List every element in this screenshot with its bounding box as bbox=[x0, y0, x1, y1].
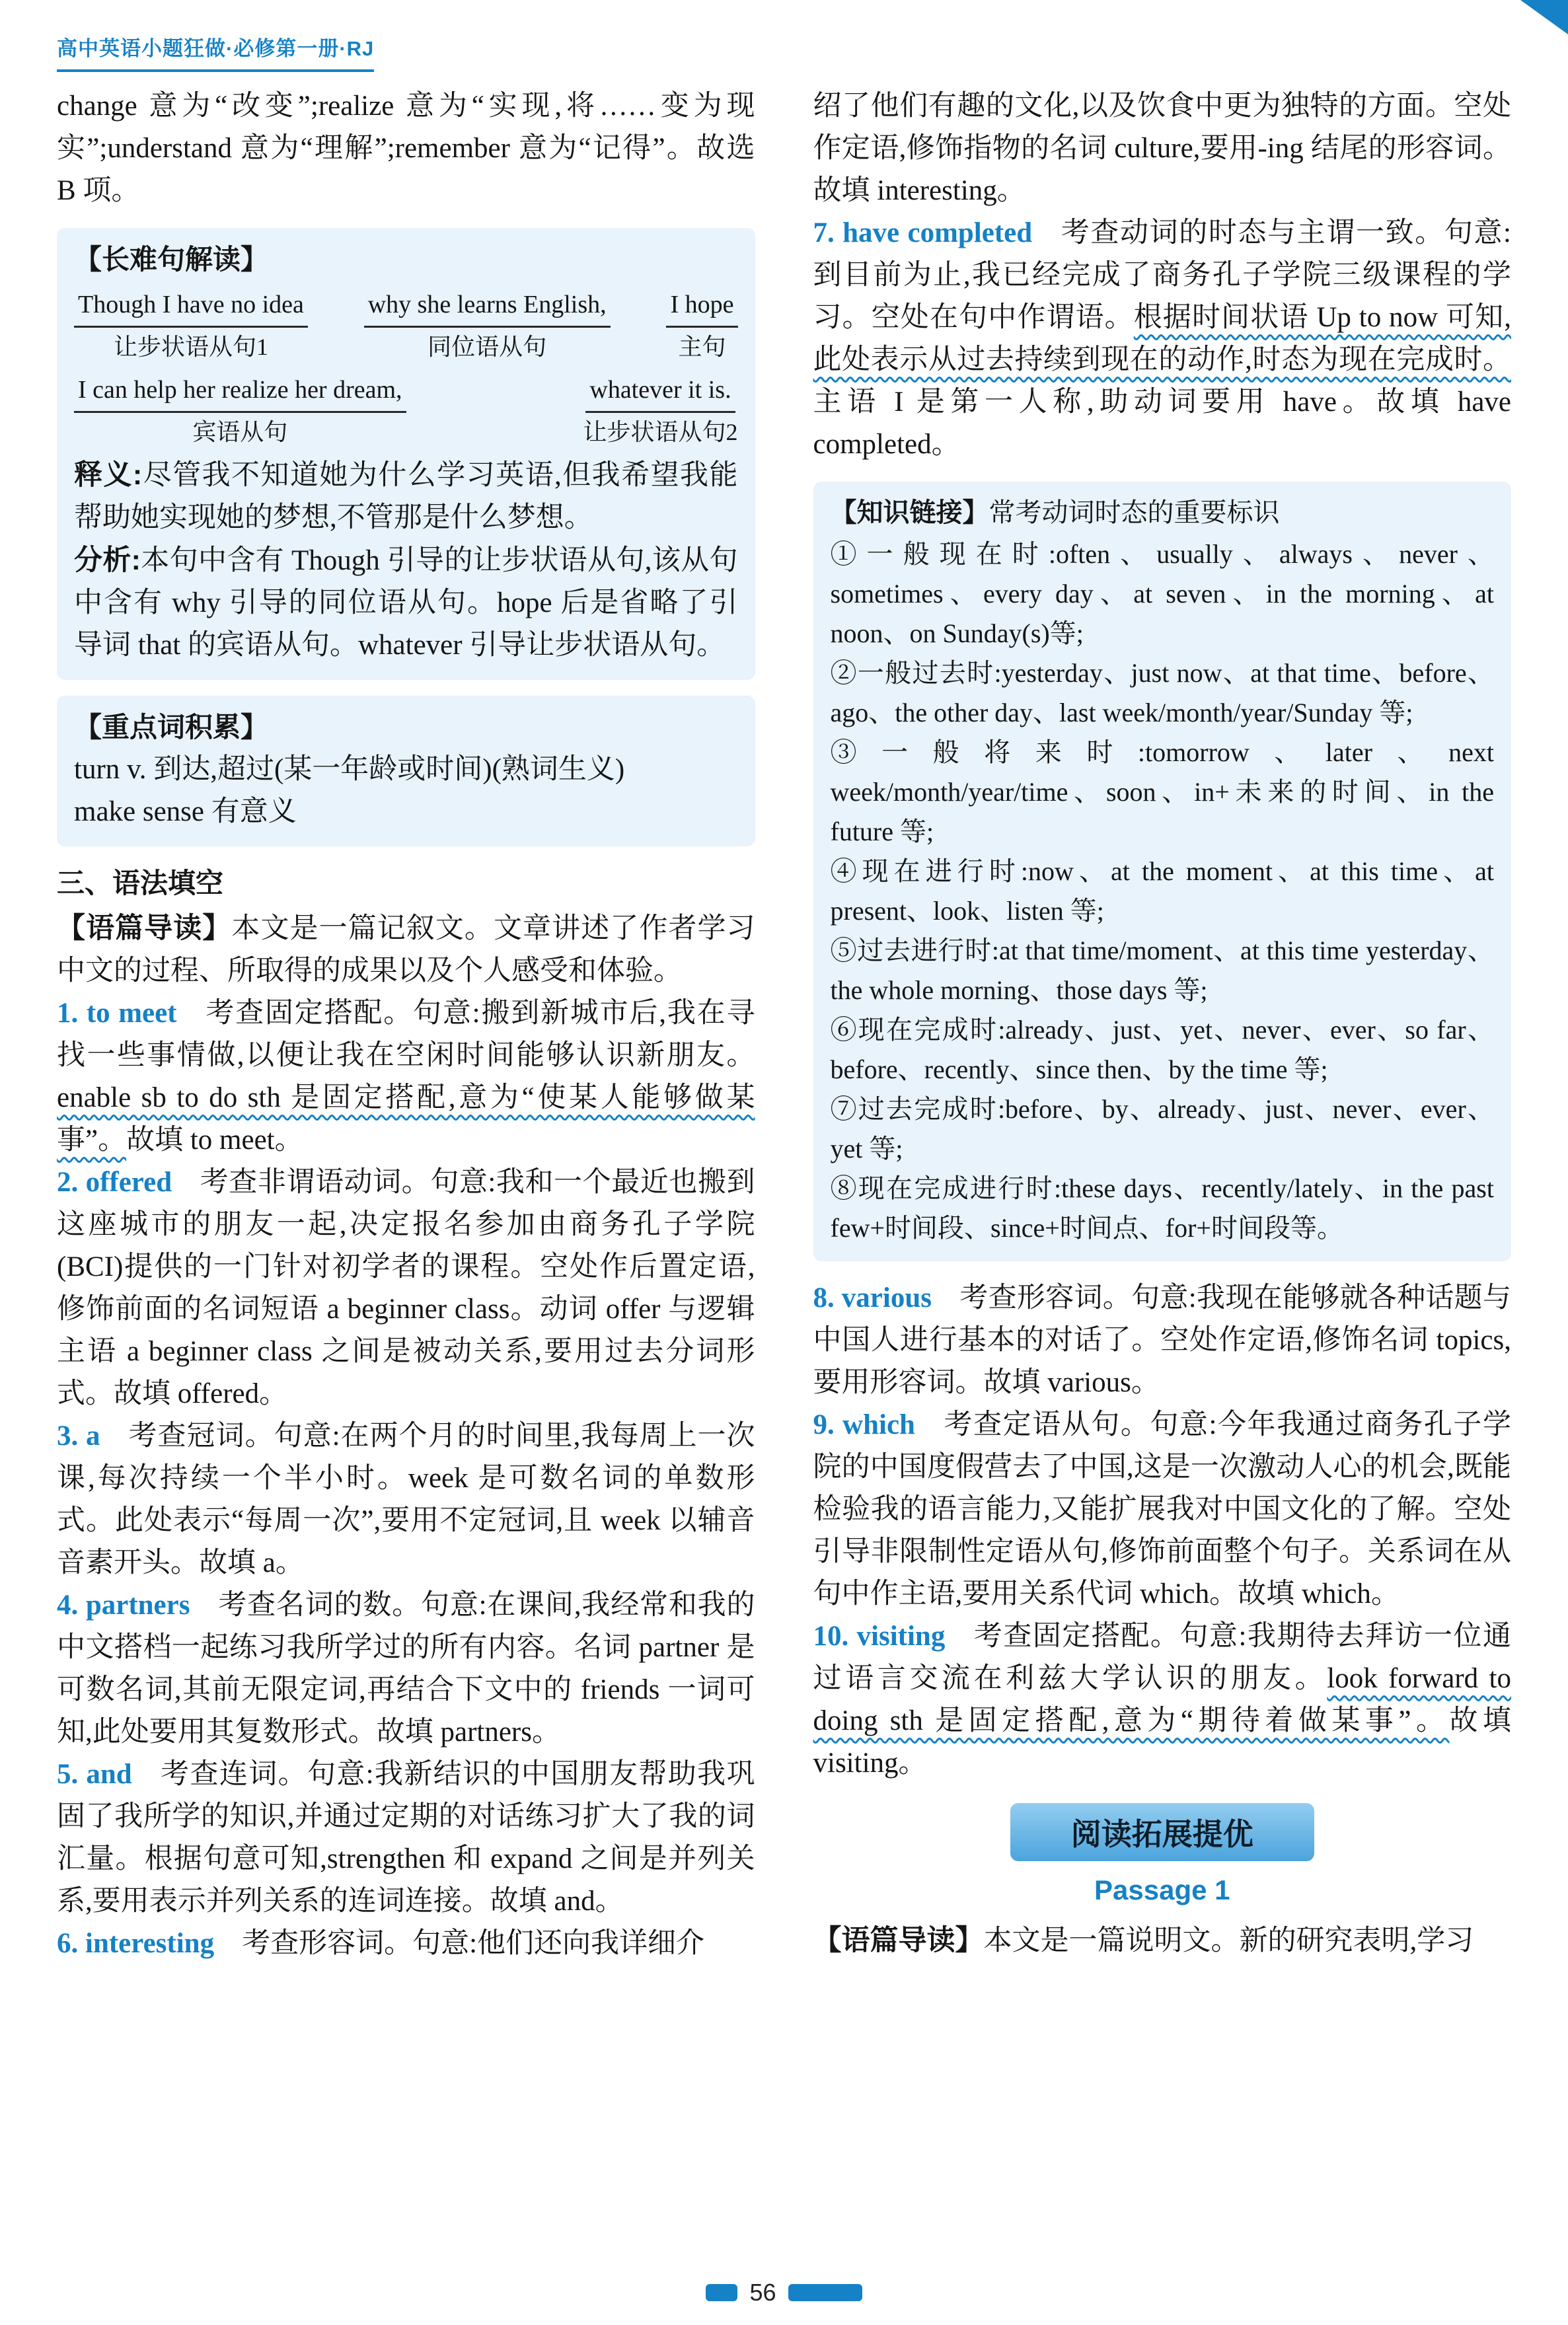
sentence-box-title: 【长难句解读】 bbox=[74, 244, 269, 275]
sentence-clause bbox=[666, 286, 737, 366]
sentence-clause bbox=[364, 286, 611, 366]
explanations-8-10 bbox=[813, 1277, 1512, 1785]
explanation-item bbox=[813, 1615, 1512, 1785]
explanation-text: 考查形容词。句意:他们还向我详细介 bbox=[242, 1928, 705, 1959]
two-column-layout bbox=[57, 85, 1511, 1965]
key-vocab-box bbox=[57, 696, 755, 846]
key-point-wavy-underline: enable sb to do sth 是固定搭配,意为“使某人能够做某事”。 bbox=[57, 1082, 755, 1156]
tense-marker-entry: ⑤过去进行时:at that time/moment、at this time yesterday、the whole morning、those days 等; bbox=[830, 936, 1494, 1005]
analysis-text: 本句中含有 Though 引导的让步状语从句,该从句中含有 why 引导的同位语从句。hope 后是省略了引导词 that 的宾语从句。whatever 引导让步状语从句。 bbox=[74, 545, 738, 661]
explanation-text: 主语 I 是第一人称,助动词要用 have。故填 have completed。 bbox=[813, 387, 1511, 460]
passage-1-title: Passage 1 bbox=[1094, 1874, 1230, 1905]
book-title: 高中英语小题狂做·必修第一册·RJ bbox=[57, 32, 374, 72]
vocab-box-title: 【重点词积累】 bbox=[74, 712, 269, 743]
page-number: 56 bbox=[749, 2279, 776, 2306]
clause-label: 主句 bbox=[678, 334, 726, 360]
sentence-diagram-row bbox=[74, 286, 738, 366]
footer-bar-left bbox=[706, 2284, 737, 2301]
explanation-item bbox=[813, 1404, 1512, 1615]
page-footer bbox=[0, 2279, 1568, 2307]
passage-guide-left bbox=[57, 907, 755, 992]
answer-label: 8. various bbox=[813, 1282, 932, 1313]
tense-marker-entry: ⑦过去完成时:before、by、already、just、never、ever、yet 等; bbox=[830, 1094, 1494, 1163]
explanation-item bbox=[57, 1415, 755, 1584]
left-column bbox=[57, 85, 755, 1965]
clause-label: 让步状语从句2 bbox=[583, 419, 738, 445]
answer-label: 10. visiting bbox=[813, 1621, 946, 1652]
sentence-clause bbox=[74, 286, 308, 366]
answer-label: 6. interesting bbox=[57, 1928, 215, 1959]
answer-label: 2. offered bbox=[57, 1167, 172, 1198]
clause-label: 同位语从句 bbox=[428, 334, 547, 360]
answer-label: 1. to meet bbox=[57, 998, 177, 1029]
explanation-item bbox=[813, 212, 1512, 466]
explanation-text: 考查固定搭配。句意:搬到新城市后,我在寻找一些事情做,以便让我在空闲时间能够认识新朋友。 bbox=[57, 998, 755, 1071]
sentence-diagram-row bbox=[74, 371, 738, 451]
passage-guide-text: 本文是一篇记叙文。文章讲述了作者学习中文的过程、所取得的成果以及个人感受和体验。 bbox=[57, 913, 755, 986]
clause-text: whatever it is. bbox=[585, 371, 735, 413]
analysis-label: 分析: bbox=[74, 544, 141, 576]
clause-text: why she learns English, bbox=[364, 286, 611, 328]
clause-label: 让步状语从句1 bbox=[113, 334, 268, 360]
answer-label: 7. have completed bbox=[813, 217, 1033, 248]
explanation-item bbox=[57, 1923, 755, 1965]
knowledge-box-title bbox=[831, 492, 1495, 533]
tense-marker-entry: ②一般过去时:yesterday、just now、at that time、before、ago、the other day、last week/month/year/Sunday 等; bbox=[830, 658, 1494, 727]
explanation-item bbox=[57, 1584, 755, 1753]
explanations-1-6 bbox=[57, 992, 755, 1965]
vocab-list bbox=[74, 749, 738, 833]
explanation-text: 考查形容词。句意:我现在能够就各种话题与中国人进行基本的对话了。空处作定语,修饰名词 topics,要用形容词。故填 various。 bbox=[813, 1282, 1511, 1398]
vocab-entry: turn v. 到达,超过(某一年龄或时间)(熟词生义) bbox=[74, 754, 625, 785]
knowledge-box-subtitle: 常考动词时态的重要标识 bbox=[989, 498, 1280, 527]
explanation-item bbox=[57, 992, 755, 1162]
knowledge-box-label: 【知识链接】 bbox=[830, 498, 989, 527]
key-point-wavy-underline: look forward to doing sth 是固定搭配,意为“期待着做某事”。 bbox=[813, 1663, 1511, 1736]
explanation-item bbox=[57, 1162, 755, 1415]
tense-marker-entry: ③一般将来时:tomorrow、later、next week/month/year/time、soon、in+未来的时间、in the future 等; bbox=[830, 737, 1494, 846]
sentence-clause bbox=[583, 371, 737, 451]
clause-text: I hope bbox=[666, 286, 737, 328]
vocab-entry: make sense 有意义 bbox=[74, 796, 297, 827]
paraphrase-label: 释义: bbox=[74, 459, 143, 491]
page-header bbox=[57, 30, 1511, 72]
explanation-text: 考查连词。句意:我新结识的中国朋友帮助我巩固了我所学的知识,并通过定期的对话练习扩大了我的词汇量。根据句意可知,strengthen 和 expand 之间是并列关系,要用表示并列关系的连词连接。故填 and。 bbox=[57, 1759, 755, 1917]
clause-label: 宾语从句 bbox=[192, 419, 288, 445]
explanation-text: 考查名词的数。句意:在课间,我经常和我的中文搭档一起练习我所学过的所有内容。名词 partner 是可数名词,其前无限定词,再结合下文中的 friends 一词可知,此处要用其复数形式。故填 partners。 bbox=[57, 1590, 755, 1748]
item-6-continuation: 绍了他们有趣的文化,以及饮食中更为独特的方面。空处作定语,修饰指物的名词 culture,要用-ing 结尾的形容词。故填 interesting。 bbox=[813, 91, 1511, 206]
section-heading-grammar-fill: 三、语法填空 bbox=[57, 867, 224, 899]
footer-bar-right bbox=[788, 2284, 862, 2301]
answer-label: 9. which bbox=[813, 1409, 915, 1440]
reading-extension-banner bbox=[1010, 1803, 1314, 1861]
tense-marker-entry: ①一般现在时:often、usually、always、never、sometimes、every day、at seven、in the morning、at noon、on Sunday(s)等; bbox=[830, 539, 1494, 648]
answer-label: 3. a bbox=[57, 1421, 100, 1452]
explanation-text: 故填 visiting。 bbox=[813, 1705, 1511, 1779]
clause-text: Though I have no idea bbox=[74, 286, 308, 328]
passage-guide-label: 【语篇导读】 bbox=[813, 1925, 984, 1956]
tense-marker-entry: ④现在进行时:now、at the moment、at this time、at present、look、listen 等; bbox=[830, 856, 1494, 926]
passage-guide-right bbox=[813, 1919, 1512, 1962]
explanation-text: 考查定语从句。句意:今年我通过商务孔子学院的中国度假营去了中国,这是一次激动人心的机会,既能检验我的语言能力,又能扩展我对中国文化的了解。空处引导非限制性定语从句,修饰前面整个句子。关系词在从句中作主语,要用关系代词 which。故填 which。 bbox=[813, 1409, 1511, 1609]
explanation-7 bbox=[813, 212, 1512, 466]
knowledge-link-box bbox=[813, 482, 1512, 1261]
passage-guide-text: 本文是一篇说明文。新的研究表明,学习 bbox=[983, 1925, 1474, 1956]
key-point-wavy-underline: 根据时间状语 Up to now 可知,此处表示从过去持续到现在的动作,时态为现在完成时。 bbox=[813, 302, 1512, 375]
explanation-text: 考查冠词。句意:在两个月的时间里,我每周上一次课,每次持续一个半小时。week 是可数名词的单数形式。此处表示“每周一次”,要用不定冠词,且 week 以辅音音素开头。故填 a。 bbox=[57, 1421, 755, 1578]
answer-label: 4. partners bbox=[57, 1590, 190, 1621]
paraphrase-text: 尽管我不知道她为什么学习英语,但我希望我能帮助她实现她的梦想,不管那是什么梦想。 bbox=[74, 460, 738, 533]
long-sentence-analysis-box bbox=[57, 228, 755, 680]
explanation-item bbox=[813, 1277, 1512, 1404]
carryover-paragraph: change 意为“改变”;realize 意为“实现,将……变为现实”;understand 意为“理解”;remember 意为“记得”。故选 B 项。 bbox=[57, 91, 755, 206]
answer-label: 5. and bbox=[57, 1759, 132, 1790]
tense-marker-entry: ⑥现在完成时:already、just、yet、never、ever、so far、before、recently、since then、by the time 等; bbox=[830, 1015, 1494, 1084]
right-column bbox=[813, 85, 1512, 1965]
explanation-text: 故填 to meet。 bbox=[126, 1125, 303, 1156]
passage-guide-label: 【语篇导读】 bbox=[57, 912, 232, 944]
explanation-text: 考查非谓语动词。句意:我和一个最近也搬到这座城市的朋友一起,决定报名参加由商务孔子学院(BCI)提供的一门针对初学者的课程。空处作后置定语,修饰前面的名词短语 a beginner class。动词 offer 与逻辑主语 a beginner class 之间是被动关系,要用过去分词形式。故填 offered。 bbox=[57, 1167, 755, 1409]
sentence-diagram bbox=[74, 286, 738, 451]
corner-triangle-decoration bbox=[1520, 0, 1568, 34]
explanation-text: 考查动词的时态与主谓一致。句意:到目前为止,我已经完成了商务孔子学院三级课程的学习。空处在句中作谓语。 bbox=[813, 217, 1512, 333]
analysis-line bbox=[74, 539, 738, 667]
sentence-clause bbox=[74, 371, 406, 451]
tense-marker-entry: ⑧现在完成进行时:these days、recently/lately、in the past few+时间段、since+时间点、for+时间段等。 bbox=[830, 1173, 1494, 1243]
explanation-item bbox=[57, 1753, 755, 1923]
banner-label: 阅读拓展提优 bbox=[1070, 1817, 1253, 1851]
tense-marker-list bbox=[831, 535, 1495, 1248]
paraphrase-line bbox=[74, 454, 738, 539]
clause-text: I can help her realize her dream, bbox=[74, 371, 406, 413]
explanation-text: 考查固定搭配。句意:我期待去拜访一位通过语言交流在利兹大学认识的朋友。 bbox=[813, 1621, 1511, 1694]
